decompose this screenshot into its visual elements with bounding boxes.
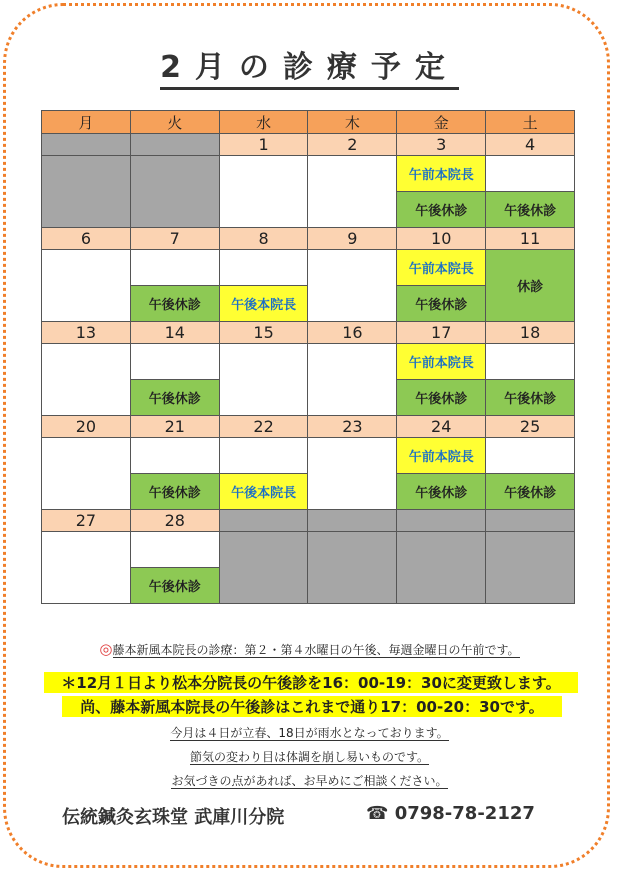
empty-cell	[486, 532, 575, 604]
health-note	[0, 748, 619, 765]
date-cell: 16	[308, 322, 397, 344]
date-cell: 24	[397, 416, 486, 438]
highlight-note-2: 尚、藤本新風本院長の午後診はこれまで通り17：00-20：30です。	[62, 696, 562, 717]
pm-closed-cell: 午後休診	[397, 474, 486, 510]
schedule-cell	[308, 250, 397, 322]
empty-cell	[130, 156, 219, 228]
empty-cell	[308, 532, 397, 604]
phone-icon: ☎	[366, 803, 389, 824]
note-text: お気づきの点があれば、お早めにご相談ください。	[171, 774, 448, 788]
weekday-fri: 金	[397, 111, 486, 134]
date-cell: 10	[397, 228, 486, 250]
date-cell: 4	[486, 134, 575, 156]
schedule-cell	[219, 438, 308, 474]
date-cell: 13	[42, 322, 131, 344]
schedule-cell	[308, 344, 397, 416]
date-cell: 20	[42, 416, 131, 438]
date-cell: 1	[219, 134, 308, 156]
schedule-cell	[42, 250, 131, 322]
schedule-cell	[308, 438, 397, 510]
double-circle-icon: ◎	[99, 640, 113, 658]
weekday-tue: 火	[130, 111, 219, 134]
schedule-cell	[219, 250, 308, 286]
pm-closed-cell: 午後休診	[397, 192, 486, 228]
weekday-sat: 土	[486, 111, 575, 134]
schedule-cell	[130, 438, 219, 474]
page-title: 2月の診療予定	[0, 42, 619, 86]
clinic-name: 伝統鍼灸玄珠堂 武庫川分院	[62, 807, 285, 828]
pm-closed-cell: 午後休診	[397, 380, 486, 416]
schedule-row	[42, 250, 575, 286]
pm-closed-cell: 午後休診	[486, 474, 575, 510]
am-director-cell: 午前本院長	[397, 250, 486, 286]
date-cell: 9	[308, 228, 397, 250]
empty-cell	[397, 510, 486, 532]
date-cell: 6	[42, 228, 131, 250]
schedule-cell	[219, 156, 308, 228]
date-cell: 28	[130, 510, 219, 532]
pm-closed-cell: 午後休診	[130, 474, 219, 510]
pm-closed-cell: 午後休診	[486, 192, 575, 228]
date-cell: 7	[130, 228, 219, 250]
phone-number: 0798-78-2127	[394, 803, 535, 824]
schedule-cell	[308, 156, 397, 228]
date-cell: 27	[42, 510, 131, 532]
am-director-cell: 午前本院長	[397, 344, 486, 380]
date-cell: 18	[486, 322, 575, 344]
empty-cell	[397, 532, 486, 604]
phone-number-block	[366, 803, 535, 824]
weekday-mon: 月	[42, 111, 131, 134]
empty-cell	[219, 510, 308, 532]
date-cell: 2	[308, 134, 397, 156]
date-cell: 22	[219, 416, 308, 438]
empty-cell	[42, 156, 131, 228]
date-cell: 11	[486, 228, 575, 250]
date-row	[42, 322, 575, 344]
pm-closed-cell: 午後休診	[130, 568, 219, 604]
pm-closed-cell: 午後休診	[130, 286, 219, 322]
schedule-cell	[219, 344, 308, 416]
pm-director-cell: 午後本院長	[219, 474, 308, 510]
director-schedule-note	[0, 640, 619, 658]
date-row	[42, 134, 575, 156]
date-cell: 3	[397, 134, 486, 156]
pm-closed-cell: 午後休診	[486, 380, 575, 416]
am-director-cell: 午前本院長	[397, 156, 486, 192]
schedule-row	[42, 344, 575, 380]
empty-cell	[130, 134, 219, 156]
schedule-row	[42, 438, 575, 474]
weekday-wed: 水	[219, 111, 308, 134]
schedule-cell	[42, 344, 131, 416]
pm-closed-cell: 午後休診	[397, 286, 486, 322]
schedule-cell	[42, 532, 131, 604]
date-cell: 23	[308, 416, 397, 438]
calendar-table	[41, 110, 575, 604]
am-director-cell: 午前本院長	[397, 438, 486, 474]
weekday-thu: 木	[308, 111, 397, 134]
season-note	[0, 724, 619, 741]
note-text: 藤本新風本院長の診療：第２・第４水曜日の午後、毎週金曜日の午前です。	[112, 643, 520, 657]
weekday-header	[42, 111, 575, 134]
highlight-note-1: ＊12月１日より松本分院長の午後診を16：00-19：30に変更致します。	[44, 672, 578, 693]
schedule-cell	[486, 156, 575, 192]
empty-cell	[219, 532, 308, 604]
schedule-cell	[130, 250, 219, 286]
schedule-row	[42, 156, 575, 192]
date-row	[42, 510, 575, 532]
date-cell: 8	[219, 228, 308, 250]
date-row	[42, 228, 575, 250]
note-text: 節気の変わり目は体調を崩し易いものです。	[189, 750, 430, 764]
consult-note	[0, 772, 619, 789]
schedule-cell	[130, 532, 219, 568]
schedule-cell	[42, 438, 131, 510]
empty-cell	[308, 510, 397, 532]
empty-cell	[486, 510, 575, 532]
schedule-cell	[486, 438, 575, 474]
date-cell: 25	[486, 416, 575, 438]
empty-cell	[42, 134, 131, 156]
schedule-cell	[486, 344, 575, 380]
date-cell: 14	[130, 322, 219, 344]
date-cell: 17	[397, 322, 486, 344]
date-cell: 15	[219, 322, 308, 344]
closed-day-cell: 休診	[486, 250, 575, 322]
pm-director-cell: 午後本院長	[219, 286, 308, 322]
schedule-row	[42, 532, 575, 568]
pm-closed-cell: 午後休診	[130, 380, 219, 416]
date-row	[42, 416, 575, 438]
note-text: 今月は４日が立春、18日が雨水となっております。	[170, 726, 449, 740]
schedule-cell	[130, 344, 219, 380]
date-cell: 21	[130, 416, 219, 438]
